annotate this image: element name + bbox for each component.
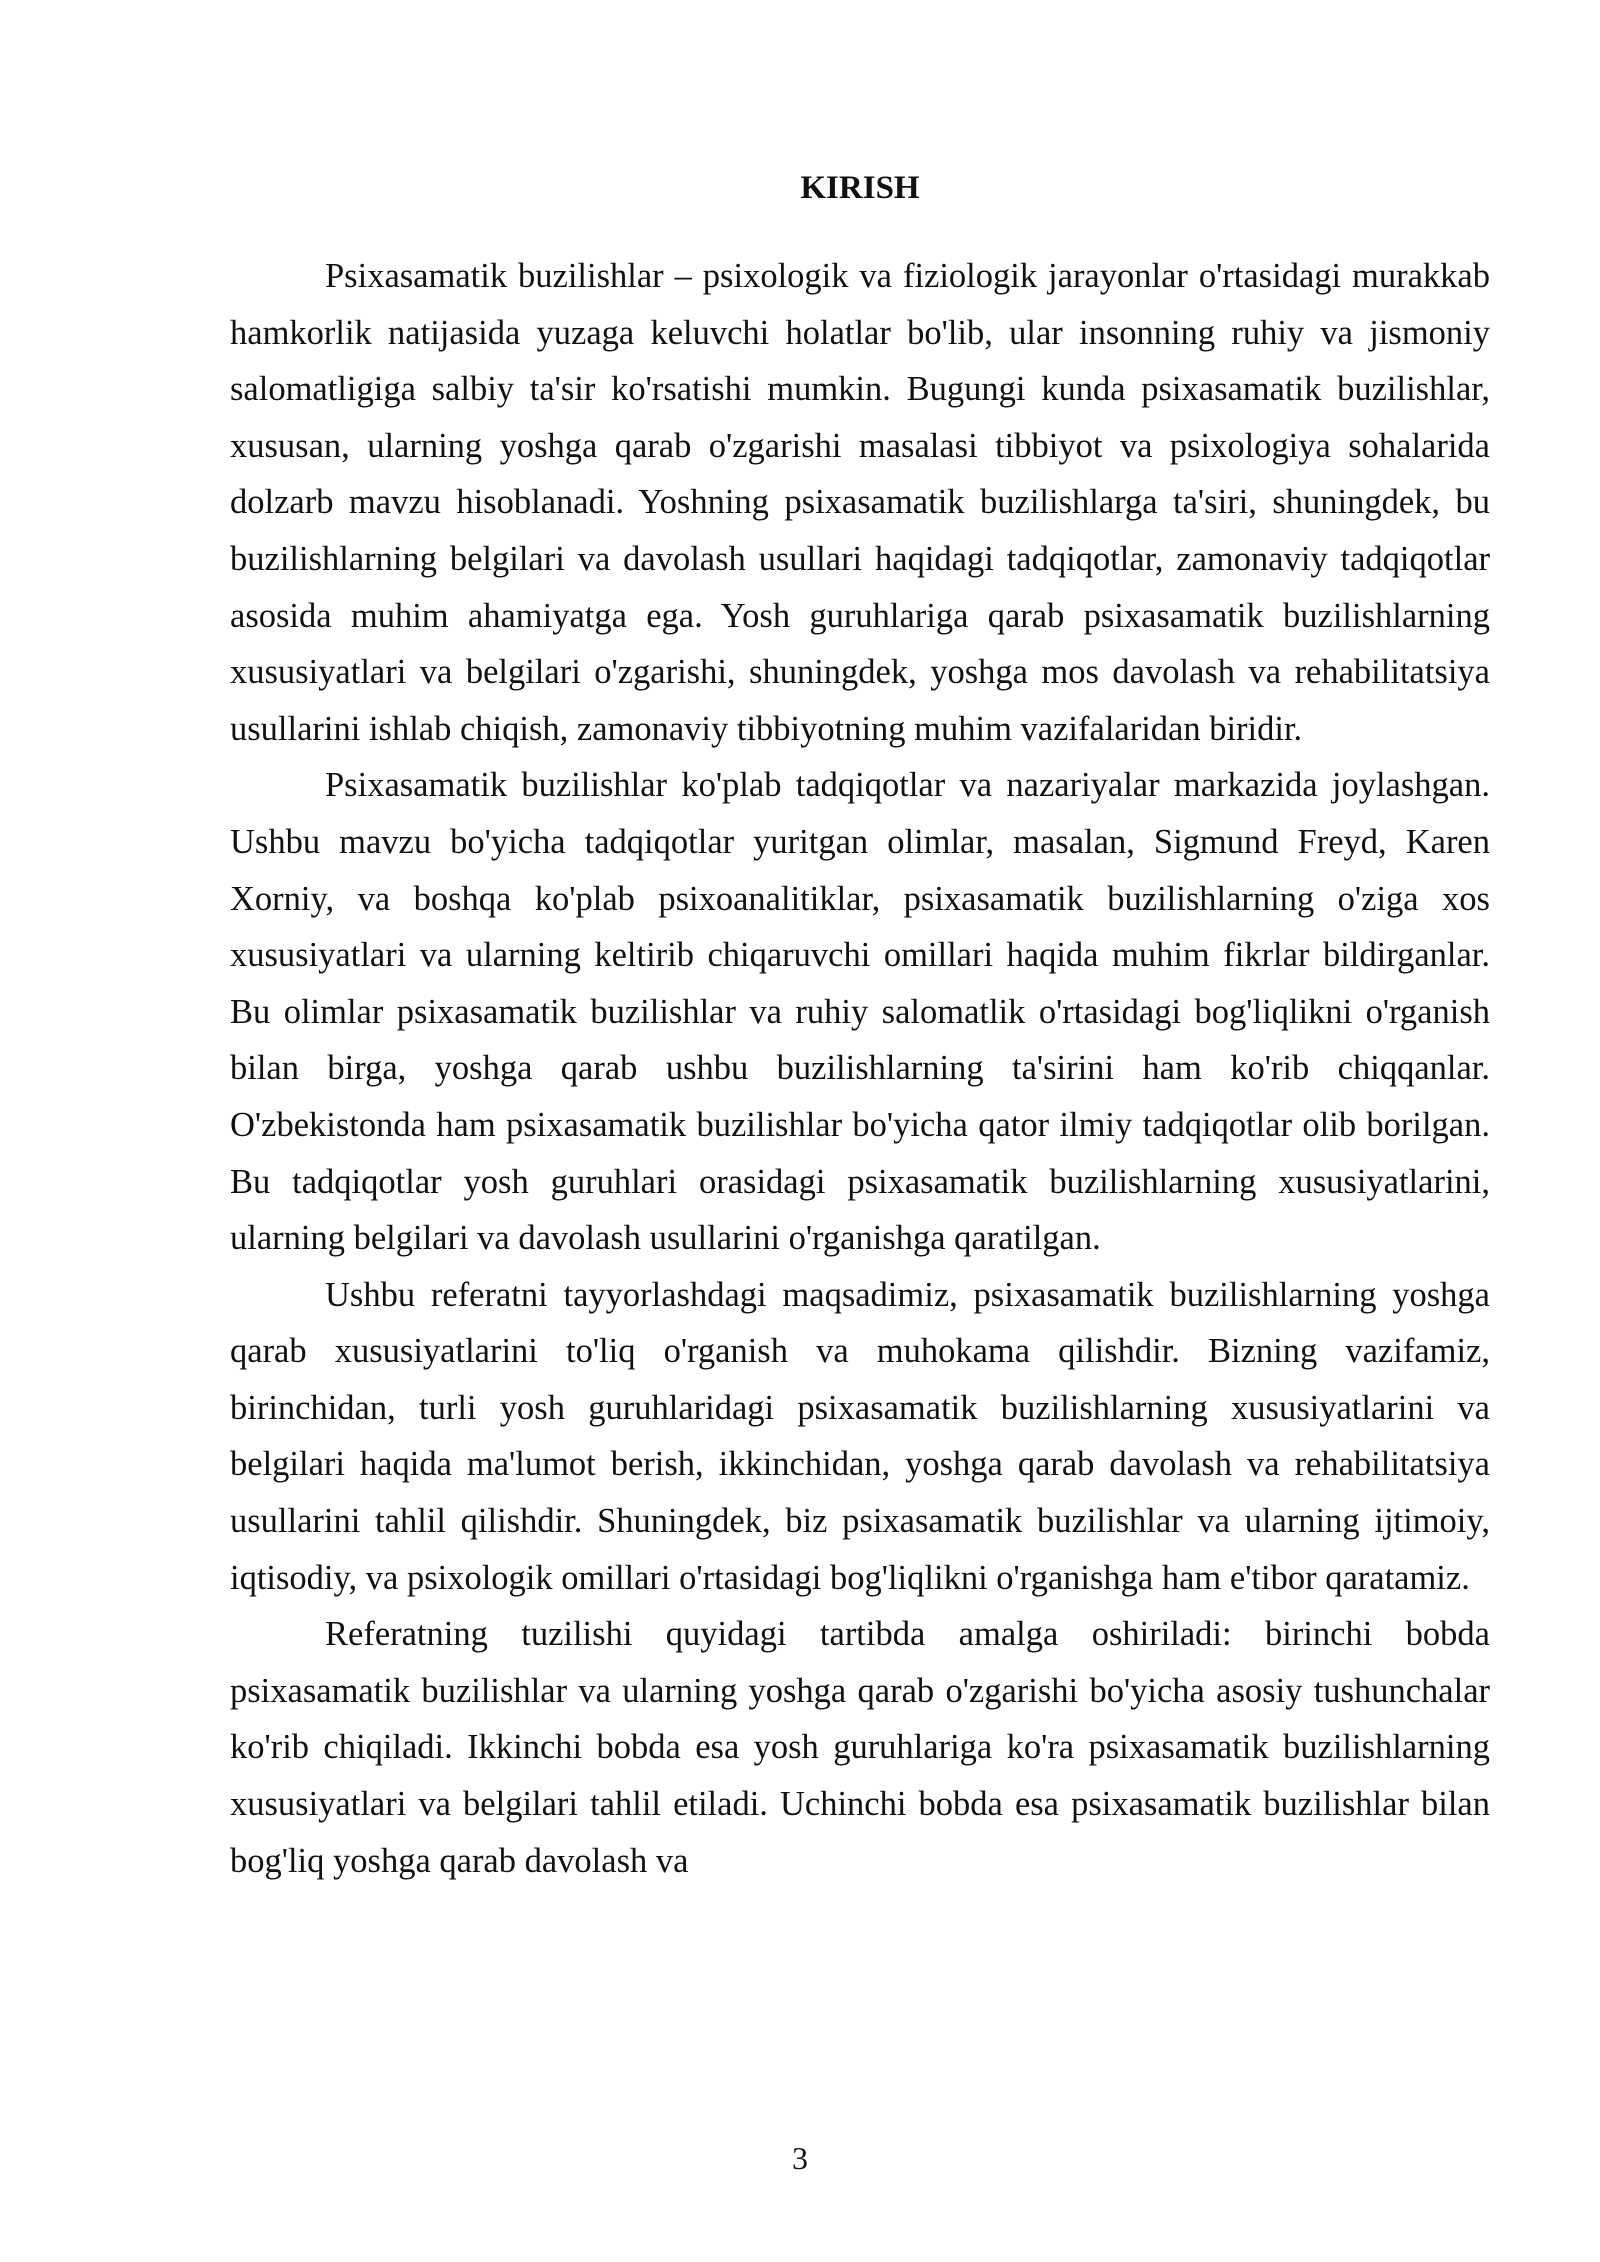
page-title: KIRISH [800,170,920,206]
paragraph-2: Psixasamatik buzilishlar ko'plab tadqiqotlar va nazariyalar markazida joylashgan. Ushbu mavzu bo'yicha tadqiqotlar yuritgan olimlar, masalan, Sigmund Freyd, Karen Xorniy, va boshqa ko'plab psixoanalitiklar, psixasamatik buzilishlarning o'ziga xos xususiyatlari va ularning keltirib chiqaruvchi omillari haqida muhim fikrlar bildirganlar. Bu olimlar psixasamatik buzilishlar va ruhiy salomatlik o'rtasidagi bog'liqlikni o'rganish bilan birga, yoshga qarab ushbu buzilishlarning ta'sirini ham ko'rib chiqqanlar. O'zbekistonda ham psixasamatik buzilishlar bo'yicha qator ilmiy tadqiqotlar olib borilgan. Bu tadqiqotlar yosh guruhlari orasidagi psixasamatik buzilishlarning xususiyatlarini, ularning belgilari va davolash usullarini o'rganishga qaratilgan. [230,766,1490,1258]
page-number: 3 [792,2140,808,2176]
body-text [230,248,1490,1889]
paragraph-4: Referatning tuzilishi quyidagi tartibda amalga oshiriladi: birinchi bobda psixasamatik buzilishlar va ularning yoshga qarab o'zgarishi bo'yicha asosiy tushunchalar ko'rib chiqiladi. Ikkinchi bobda esa yosh guruhlariga ko'ra psixasamatik buzilishlarning xususiyatlari va belgilari tahlil etiladi. Uchinchi bobda esa psixasamatik buzilishlar bilan bog'liq yoshga qarab davolash va [230,1615,1490,1880]
paragraph-3: Ushbu referatni tayyorlashdagi maqsadimiz, psixasamatik buzilishlarning yoshga qarab xususiyatlarini to'liq o'rganish va muhokama qilishdir. Bizning vazifamiz, birinchidan, turli yosh guruhlaridagi psixasamatik buzilishlarning xususiyatlarini va belgilari haqida ma'lumot berish, ikkinchidan, yoshga qarab davolash va rehabilitatsiya usullarini tahlil qilishdir. Shuningdek, biz psixasamatik buzilishlar va ularning ijtimoiy, iqtisodiy, va psixologik omillari o'rtasidagi bog'liqlikni o'rganishga ham e'tibor qaratamiz. [230,1275,1490,1597]
paragraph-1: Psixasamatik buzilishlar – psixologik va fiziologik jarayonlar o'rtasidagi murakkab hamkorlik natijasida yuzaga keluvchi holatlar bo'lib, ular insonning ruhiy va jismoniy salomatligiga salbiy ta'sir ko'rsatishi mumkin. Bugungi kunda psixasamatik buzilishlar, xususan, ularning yoshga qarab o'zgarishi masalasi tibbiyot va psixologiya sohalarida dolzarb mavzu hisoblanadi. Yoshning psixasamatik buzilishlarga ta'siri, shuningdek, bu buzilishlarning belgilari va davolash usullari haqidagi tadqiqotlar, zamonaviy tadqiqotlar asosida muhim ahamiyatga ega. Yosh guruhlariga qarab psixasamatik buzilishlarning xususiyatlari va belgilari o'zgarishi, shuningdek, yoshga mos davolash va rehabilitatsiya usullarini ishlab chiqish, zamonaviy tibbiyotning muhim vazifalaridan biridir. [230,257,1490,748]
